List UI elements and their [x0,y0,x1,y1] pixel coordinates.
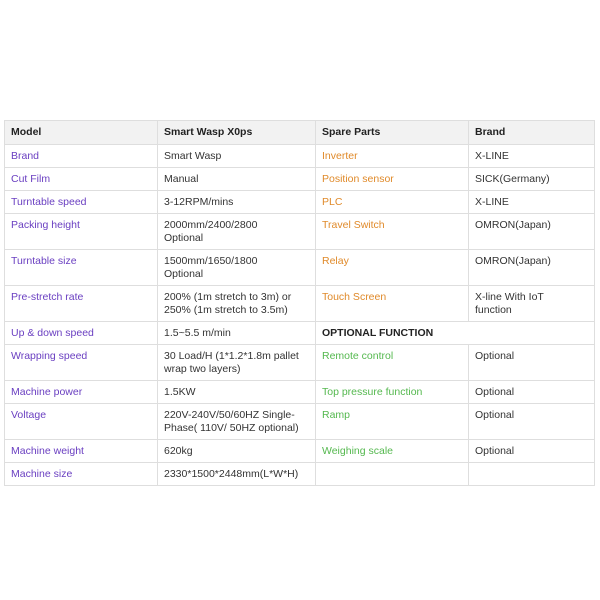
spec-value-line: 30 Load/H (1*1.2*1.8m pallet [164,350,299,362]
spec-value-line: wrap two layers) [164,363,241,375]
spec-value [158,250,316,286]
spec-label: Turntable size [5,250,158,286]
spare-part-name: Weighing scale [316,440,469,463]
spare-part-brand-line: OMRON(Japan) [475,219,551,231]
spare-part-brand-line: Optional [475,386,515,398]
spec-table [4,120,595,486]
spare-part-name: Remote control [316,345,469,381]
spare-part-name: Travel Switch [316,214,469,250]
spec-value-line: Manual [164,173,199,185]
spec-label: Machine power [5,381,158,404]
table-row [5,191,595,214]
spec-value-line: Phase( 110V/ 50HZ optional) [164,422,299,434]
spec-value [158,168,316,191]
spec-value [158,214,316,250]
spec-value [158,463,316,486]
spare-part-brand [469,463,595,486]
spec-label: Machine weight [5,440,158,463]
spec-value-line: 1500mm/1650/1800 [164,255,258,267]
spare-part-name: Inverter [316,145,469,168]
spec-label: Wrapping speed [5,345,158,381]
spec-value-line: Optional [164,232,204,244]
spec-value-line: 1.5~5.5 m/min [164,327,231,339]
header-brand: Brand [469,121,595,145]
table-row [5,250,595,286]
spec-label: Packing height [5,214,158,250]
table-row [5,381,595,404]
header-spare-parts: Spare Parts [316,121,469,145]
table-body [5,145,595,486]
spec-value [158,404,316,440]
spare-part-brand [469,145,595,168]
spec-label: Machine size [5,463,158,486]
spec-label: Voltage [5,404,158,440]
spare-part-brand-line: Optional [475,445,515,457]
spec-value-line: 200% (1m stretch to 3m) or [164,291,292,303]
table-row [5,286,595,322]
spare-part-brand [469,191,595,214]
spare-part-brand [469,440,595,463]
spare-part-brand-line: X-line With IoT [475,291,544,303]
spec-value-line: 220V-240V/50/60HZ Single- [164,409,295,421]
header-product: Smart Wasp X0ps [158,121,316,145]
spec-label: Pre-stretch rate [5,286,158,322]
spare-part-brand [469,345,595,381]
spec-value-line: 250% (1m stretch to 3.5m) [164,304,288,316]
table-row [5,463,595,486]
spare-part-brand-line: X-LINE [475,150,509,162]
spare-part-brand-line: function [475,304,512,316]
spec-value [158,191,316,214]
table-row [5,404,595,440]
spare-part-name: Position sensor [316,168,469,191]
spare-part-brand-line: Optional [475,409,515,421]
spec-value-line: 1.5KW [164,386,196,398]
spare-part-brand [469,404,595,440]
spec-value-line: 620kg [164,445,193,457]
spare-part-brand [469,381,595,404]
spec-value-line: 2330*1500*2448mm(L*W*H) [164,468,299,480]
spec-value [158,345,316,381]
table-row [5,214,595,250]
spare-part-name: Ramp [316,404,469,440]
spare-part-brand-line: SICK(Germany) [475,173,550,185]
table-row [5,168,595,191]
spare-part-name: PLC [316,191,469,214]
spec-value [158,381,316,404]
section-heading: OPTIONAL FUNCTION [316,322,595,345]
table-header-row [5,121,595,145]
spare-part-brand [469,250,595,286]
spec-label: Brand [5,145,158,168]
header-model: Model [5,121,158,145]
spec-value-line: Optional [164,268,204,280]
spare-part-brand-line: Optional [475,350,515,362]
spec-value [158,145,316,168]
spec-label: Turntable speed [5,191,158,214]
spare-part-name: Touch Screen [316,286,469,322]
table-row [5,322,595,345]
table-row [5,440,595,463]
spec-value [158,286,316,322]
table-row [5,345,595,381]
spare-part-brand-line: OMRON(Japan) [475,255,551,267]
spec-value-line: 3-12RPM/mins [164,196,234,208]
spec-value-line: 2000mm/2400/2800 [164,219,258,231]
spare-part-brand [469,286,595,322]
spare-part-brand-line: X-LINE [475,196,509,208]
spare-part-name: Relay [316,250,469,286]
spec-value-line: Smart Wasp [164,150,222,162]
spec-value [158,440,316,463]
spare-part-name [316,463,469,486]
spare-part-name: Top pressure function [316,381,469,404]
table-row [5,145,595,168]
spec-label: Cut Film [5,168,158,191]
spec-value [158,322,316,345]
spare-part-brand [469,168,595,191]
spare-part-brand [469,214,595,250]
spec-label: Up & down speed [5,322,158,345]
